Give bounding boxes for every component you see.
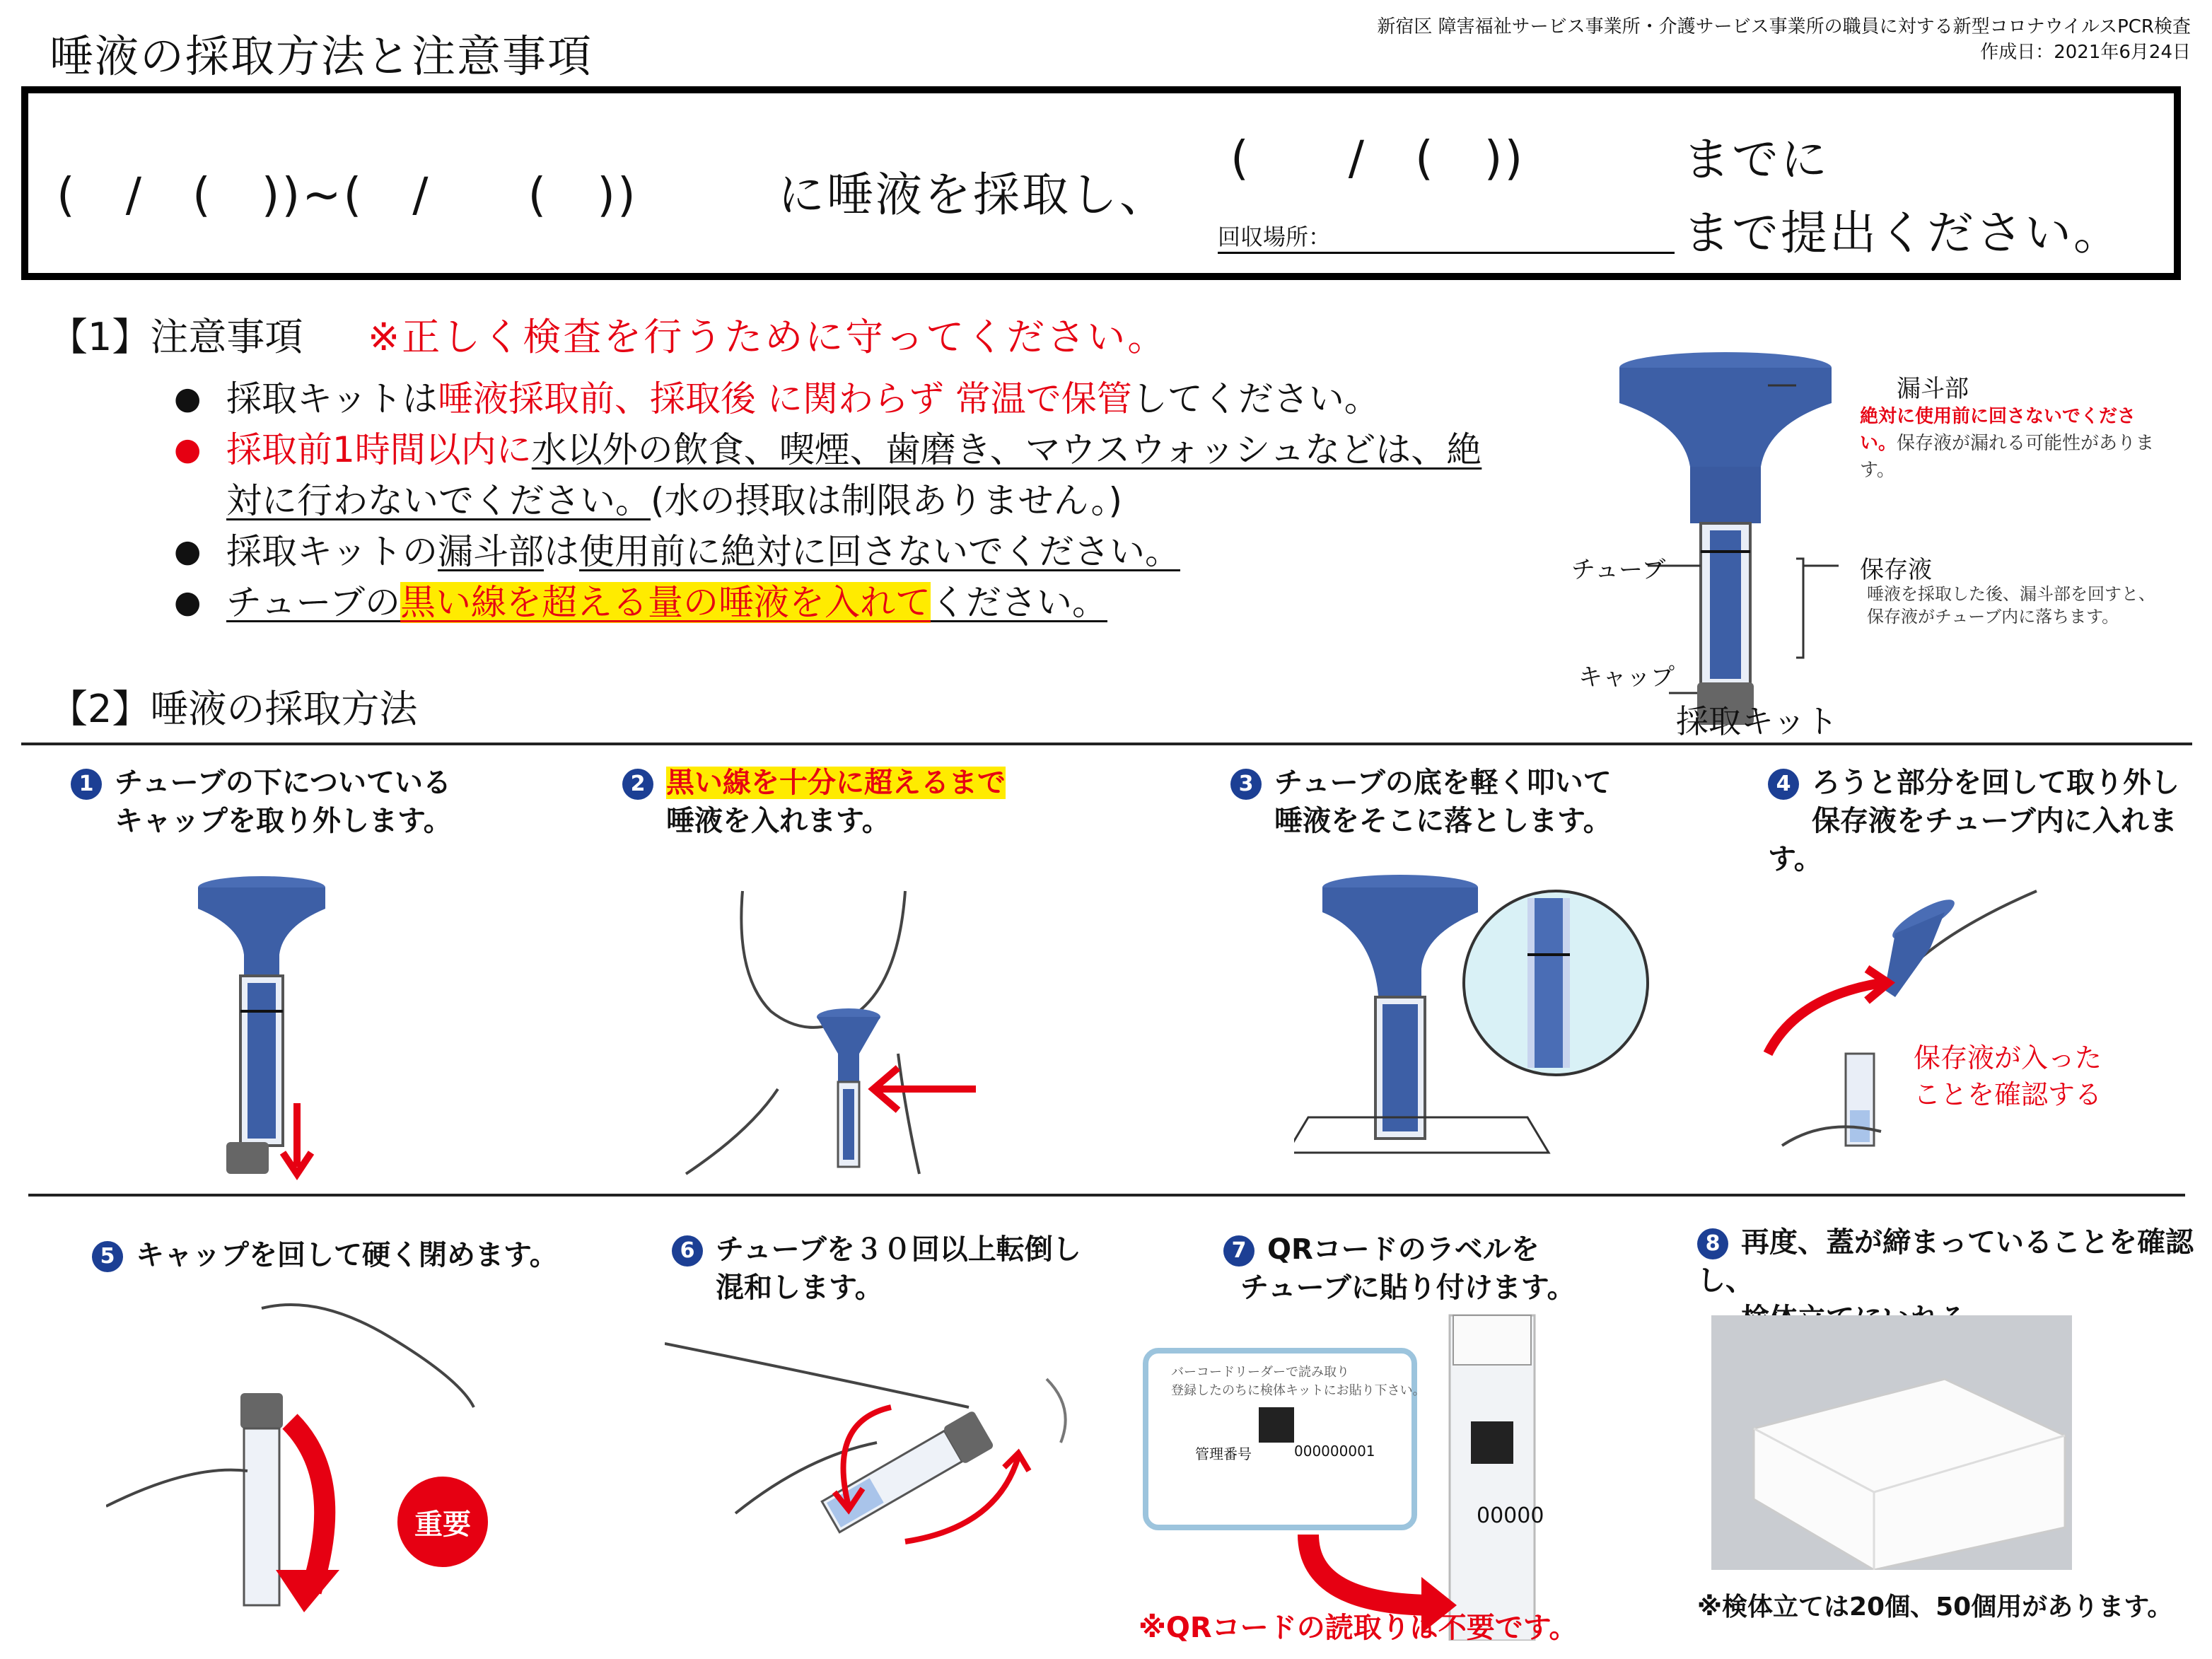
divider [28, 1194, 2185, 1197]
step-7: 7 QRコードのラベルを チューブに貼り付けます。 [1223, 1230, 1576, 1307]
kit-caption: 採取キット [1676, 702, 1839, 740]
step5-illustration [106, 1294, 502, 1634]
rack-note: ※検体立ては20個、50個用があります。 [1697, 1593, 2173, 1622]
collect-place-line [1218, 252, 1675, 254]
step-number: 3 [1230, 769, 1262, 800]
step4-illustration [1754, 877, 2093, 1174]
list-item: ● 採取キットは唾液採取前、採取後 に関わらず 常温で保管してください。 [170, 373, 1482, 424]
step-number: 1 [71, 769, 102, 800]
bullet-icon: ● [174, 533, 202, 569]
created-date: 作成日：2021年6月24日 [1980, 42, 2191, 63]
divider [21, 743, 2192, 745]
list-item: ● 採取キットの漏斗部は使用前に絶対に回さないでください。 [170, 526, 1482, 577]
header-info [1377, 14, 2191, 65]
list-item: ● 採取前1時間以内に水以外の飲食、喫煙、歯磨き、マウスウォッシュなどは、絶 対に行わないでください。(水の摂取は制限ありません。) [170, 424, 1482, 526]
step4-confirm-note: 保存液が入った ことを確認する [1914, 1042, 2102, 1110]
mgmt-number: 000000001 [1294, 1443, 1375, 1460]
kit-liquid-note: 唾液を採取した後、漏斗部を回すと、 保存液がチューブ内に落ちます。 [1867, 584, 2155, 627]
page-title: 唾液の採取方法と注意事項 [50, 30, 593, 82]
step-number: 4 [1768, 769, 1799, 800]
kit-funnel-note: 絶対に使用前に回さないでください。保存液が漏れる可能性があります。 [1860, 406, 2155, 481]
step-number: 7 [1223, 1235, 1255, 1267]
section2-heading: 【2】唾液の採取方法 [50, 687, 418, 731]
tube-number: 00000 [1477, 1503, 1544, 1528]
step7-illustration [1139, 1308, 1591, 1641]
step6-illustration [665, 1329, 1103, 1598]
org-line: 新宿区 障害福祉サービス事業所・介護サービス事業所の職員に対する新型コロナウイルスPCR検査 [1377, 16, 2191, 37]
step2-illustration [665, 877, 990, 1181]
qr-label-text: バーコードリーダーで読み取り 登録したのちに検体キットにお貼り下さい。 [1171, 1365, 1426, 1398]
step-number: 5 [92, 1241, 123, 1272]
step3-illustration [1294, 870, 1662, 1181]
kit-liquid-label: 保存液 [1860, 556, 1932, 584]
step-1: 1 チューブの下についている キャップを取り外します。 [71, 764, 452, 840]
step-2: 2 黒い線を十分に超えるまで 唾液を入れます。 [622, 764, 1006, 840]
kit-cap-label: キャップ [1578, 663, 1675, 692]
step-number: 8 [1697, 1228, 1728, 1259]
step-4: 4 ろうと部分を回して取り外し 保存液をチューブ内に入れます。 [1768, 767, 2179, 875]
step8-photo [1711, 1315, 2072, 1570]
bullet-icon: ● [174, 380, 202, 417]
collect-text: に唾液を採取し、 [778, 168, 1168, 222]
step-8: 8 再度、蓋が締まっていることを確認し、 [1697, 1226, 2194, 1297]
mgmt-label: 管理番号 [1195, 1445, 1252, 1462]
kit-funnel-label: 漏斗部 [1897, 375, 1969, 403]
step-6: 6 チューブを３０回以上転倒し 混和します。 [672, 1230, 1081, 1307]
step1-illustration [184, 870, 368, 1181]
step-number: 6 [672, 1235, 703, 1267]
submit-date-slot: ( / ( )) [1230, 131, 1525, 185]
collect-place-label: 回収場所： [1218, 223, 1332, 250]
step-5: 5 キャップを回して硬く閉めます。 [92, 1236, 558, 1274]
section1-heading: 【1】注意事項 [50, 315, 303, 359]
important-badge: 重要 [414, 1508, 471, 1541]
by-text: までに [1683, 132, 1829, 187]
submit-text: まで提出ください。 [1683, 206, 2122, 260]
collection-period-slots: ( / ( ))~( / ( )) [57, 168, 638, 222]
qr-note: ※QRコードの読取りは不要です。 [1139, 1612, 1578, 1644]
section1-warning: ※正しく検査を行うために守ってください。 [368, 315, 1168, 359]
kit-tube-label: チューブ [1571, 556, 1666, 584]
step-3: 3 チューブの底を軽く叩いて 唾液をそこに落とします。 [1230, 764, 1612, 840]
bullet-icon: ● [174, 584, 202, 620]
bullet-icon: ● [174, 431, 202, 467]
caution-list [170, 373, 1482, 628]
list-item: ● チューブの黒い線を超える量の唾液を入れてください。 [170, 577, 1482, 628]
step-number: 2 [622, 769, 653, 800]
